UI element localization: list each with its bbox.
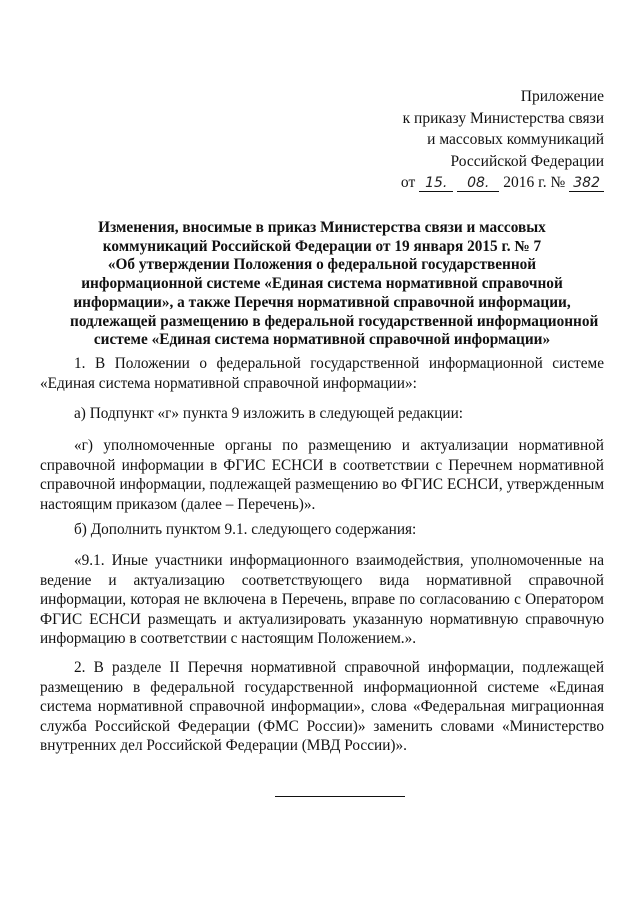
title-line: подлежащей размещению в федеральной государственной информационной [70,312,599,330]
document-title [70,219,599,350]
appendix-block [401,86,604,194]
paragraph-line: 1. В Положении о федеральной государственной информационной системе [74,355,604,372]
end-divider-line [275,796,405,797]
paragraph-line: б) Дополнить пунктом 9.1. следующего содержания: [74,521,417,538]
paragraph-subpoint-g-text [40,436,604,514]
title-line: информации», а также Перечня нормативной справочной информации, [73,293,571,311]
date-day-handwritten: 15. [419,175,453,192]
paragraph-line: «г) уполномоченные органы по размещению и актуализации нормативной [74,437,604,454]
date-prefix: от [400,174,416,191]
paragraph-line: 2. В разделе II Перечня нормативной справочной информации, подлежащей [74,659,604,676]
title-line: информационной системе «Единая система нормативной справочной [81,275,563,293]
paragraph-point-9-1 [40,551,604,649]
appendix-title: Приложение [520,88,604,105]
paragraph-line: информации, которая не включена в Перечень, вправе по согласованию с Оператором [40,591,604,608]
title-line: системе «Единая система нормативной справочной информации» [93,331,551,349]
paragraph-line: справочной информации в ФГИС ЕСНСИ в соответствии с Перечнем нормативной [40,456,604,474]
date-month-handwritten: 08. [457,175,499,192]
paragraph-line: система нормативной справочной информации», слова «Федеральная миграционная [40,698,604,715]
date-year: 2016 г. № [503,174,566,191]
paragraph-line: «Единая система нормативной справочной информации»: [40,374,417,392]
order-number-handwritten: 382 [569,175,604,192]
paragraph-subpoint-b [40,520,604,540]
paragraph-line: а) Подпункт «г» пункта 9 изложить в следующей редакции: [74,405,464,422]
appendix-ministry: и массовых коммуникаций [427,131,604,148]
paragraph-1 [40,354,604,393]
paragraph-line: размещению в федеральной государственной информационной системе «Единая [40,678,604,696]
paragraph-subpoint-a [40,404,604,424]
paragraph-line: ФГИС ЕСНСИ размещать и актуализировать указанную нормативную справочную [40,610,604,628]
title-line: «Об утверждении Положения о федеральной государственной [107,256,537,274]
appendix-order-ref: к приказу Министерства связи [402,109,604,127]
paragraph-2 [40,658,604,756]
appendix-date-line [401,172,604,194]
paragraph-line: «9.1. Иные участники информационного взаимодействия, уполномоченные на [74,552,604,569]
title-line: коммуникаций Российской Федерации от 19 января 2015 г. № 7 [102,237,542,255]
paragraph-line: настоящим приказом (далее – Перечень)». [40,495,316,513]
paragraph-line: справочной информации, подлежащей размещению во ФГИС ЕСНСИ, утвержденным [40,476,604,493]
title-line: Изменения, вносимые в приказ Министерства связи и массовых [98,219,546,236]
appendix-country: Российской Федерации [450,152,604,170]
paragraph-line: служба Российской Федерации (ФМС России)» заменить словами «Министерство [40,717,604,735]
paragraph-line: ведение и актуализацию соответствующего вида нормативной справочной [40,571,604,589]
paragraph-line: внутренних дел Российской Федерации (МВД России)». [40,737,407,754]
paragraph-line: информацию в соответствии с настоящим Положением.». [40,630,417,647]
